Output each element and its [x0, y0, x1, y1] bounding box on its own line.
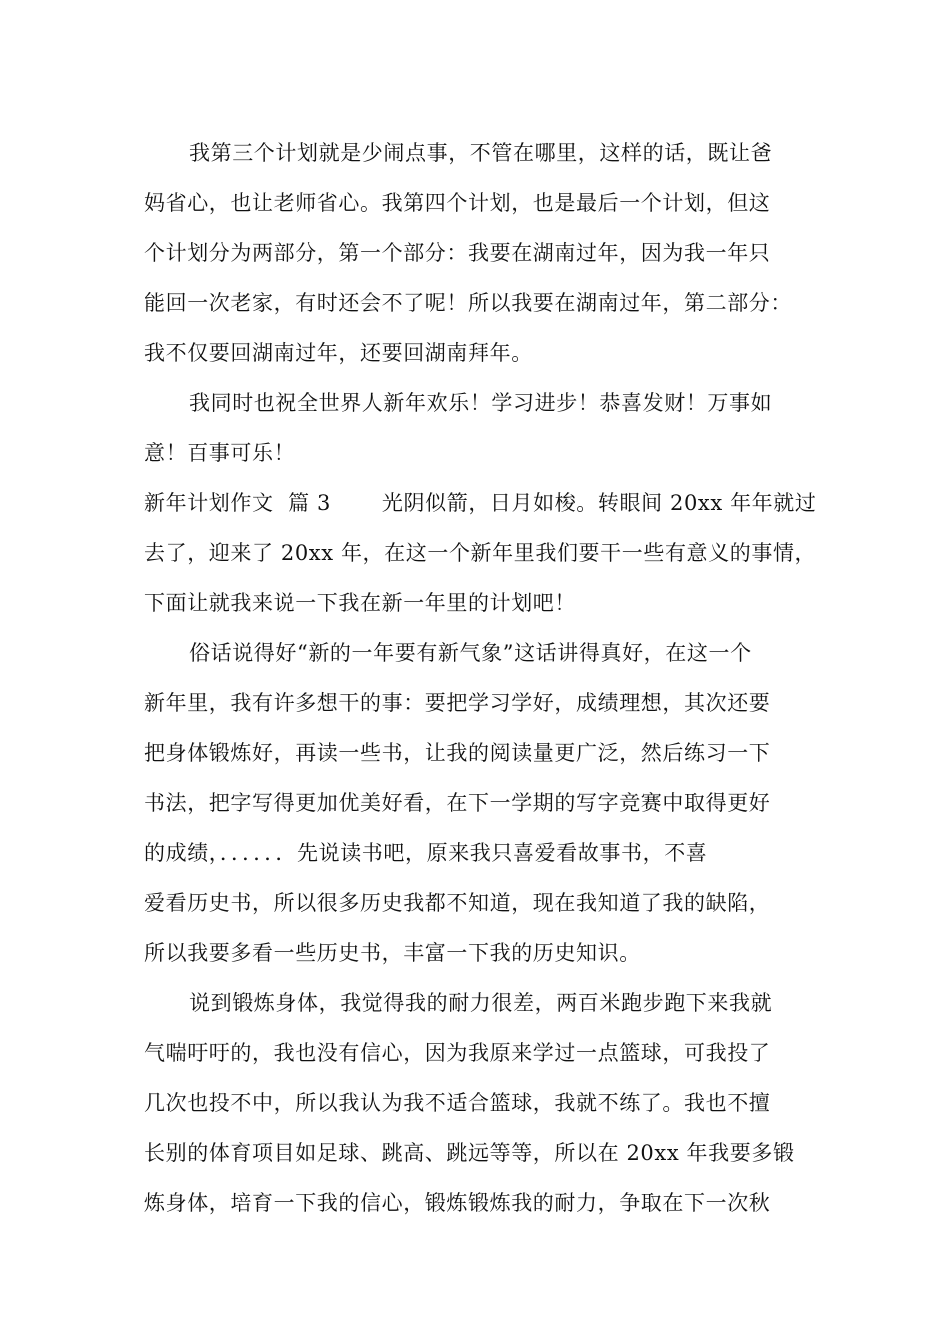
text-line: 说到锻炼身体，我觉得我的耐力很差，两百米跑步跑下来我就: [189, 991, 773, 1015]
text-line: 我第三个计划就是少闹点事，不管在哪里，这样的话，既让爸: [189, 141, 773, 165]
text-line: 把身体锻炼好，再读一些书，让我的阅读量更广泛，然后练习一下: [144, 741, 771, 765]
text-line: 爱看历史书，所以很多历史我都不知道，现在我知道了我的缺陷，: [144, 891, 771, 915]
text-line: 几次也投不中，所以我认为我不适合篮球，我就不练了。我也不擅: [144, 1091, 771, 1115]
text-line: 去了，迎来了 20xx 年，在这一个新年里我们要干一些有意义的事情，: [144, 541, 817, 565]
text-line: 书法，把字写得更加优美好看，在下一学期的写字竞赛中取得更好: [144, 791, 771, 815]
text-line: 我不仅要回湖南过年，还要回湖南拜年。: [144, 341, 533, 365]
text-line: 的成绩，．．．．．．先说读书吧，原来我只喜爱看故事书，不喜: [144, 841, 708, 865]
text-line: 长别的体育项目如足球、跳高、跳远等等，所以在 20xx 年我要多锻: [144, 1141, 795, 1165]
text-line: 个计划分为两部分，第一个部分：我要在湖南过年，因为我一年只: [144, 241, 771, 265]
text-line: 能回一次老家，有时还会不了呢！所以我要在湖南过年，第二部分：: [144, 291, 792, 315]
text-line: 妈省心，也让老师省心。我第四个计划，也是最后一个计划，但这: [144, 191, 771, 215]
text-line: 下面让就我来说一下我在新一年里的计划吧！: [144, 591, 576, 615]
text-line: 炼身体，培育一下我的信心，锻炼锻炼我的耐力，争取在下一次秋: [144, 1191, 771, 1215]
text-line: 气喘吁吁的，我也没有信心，因为我原来学过一点篮球，可我投了: [144, 1041, 771, 1065]
text-line: 意！百事可乐！: [144, 441, 296, 465]
text-line: 我同时也祝全世界人新年欢乐！学习进步！恭喜发财！万事如: [189, 391, 773, 415]
text-line: 新年里，我有许多想干的事：要把学习学好，成绩理想，其次还要: [144, 691, 771, 715]
text-line: 俗话说得好“新的一年要有新气象”这话讲得真好，在这一个: [189, 641, 752, 665]
section-heading-line: 新年计划作文 篇 3 光阴似箭，日月如梭。转眼间 20xx 年年就过: [144, 491, 817, 515]
text-line: 所以我要多看一些历史书，丰富一下我的历史知识。: [144, 941, 641, 965]
